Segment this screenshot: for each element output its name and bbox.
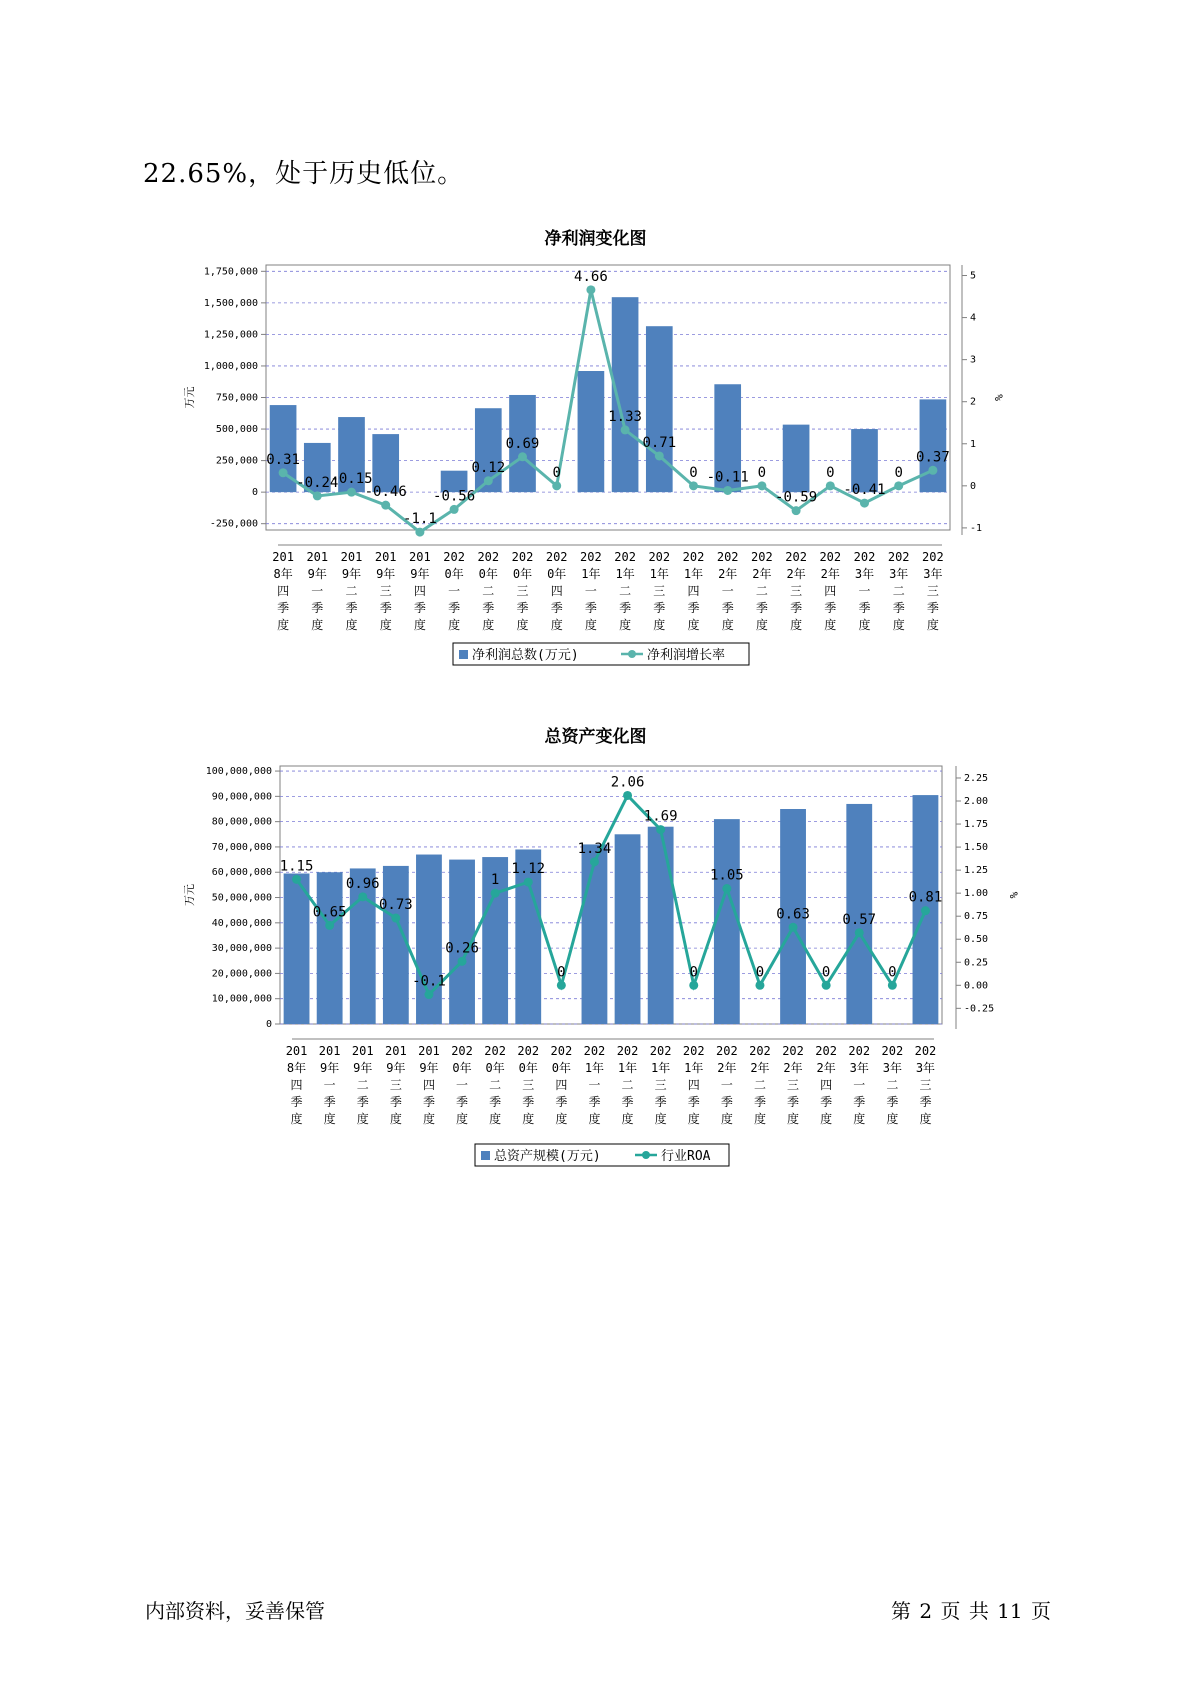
data-label: -0.15 [330,471,373,488]
line-point [822,981,831,990]
data-label: 0.81 [908,889,943,906]
x-tick-label: 201 9年四季度 [418,1044,440,1126]
data-label: 4.66 [574,268,608,285]
x-tick-label: 202 1年一季度 [583,1044,606,1126]
line-point [391,914,400,923]
bar [615,834,641,1024]
y-tick-label: 50,000,000 [211,892,272,904]
x-tick-label: 202 1年四季度 [682,550,705,632]
line-point [928,466,937,475]
x-tick-label: 202 0年二季度 [484,1044,506,1126]
bar [284,874,310,1025]
legend-line-marker [628,650,636,658]
legend-bar-swatch [481,1151,490,1160]
y-tick-label: 40,000,000 [211,917,272,929]
y2-tick-label: 1.75 [964,819,989,831]
data-label: 0.73 [378,897,413,914]
y2-axis-title: % [992,394,1005,401]
line-point [347,488,356,497]
line-point [358,892,367,901]
y2-tick-label: 1 [970,438,977,450]
data-label: -0.11 [706,469,749,486]
x-tick-label: 202 0年三季度 [517,1044,540,1126]
data-label: -0.59 [775,489,818,506]
y2-tick-label: 4 [970,312,977,324]
chart-1-title: 净利润变化图 [544,229,647,249]
y-tick-label: 20,000,000 [211,968,272,980]
bar [783,425,810,493]
line-point [792,506,801,515]
x-tick-label: 201 9年三季度 [385,1044,407,1126]
data-label: 0.31 [266,451,300,468]
plot-area [280,766,942,1024]
y2-tick-label: 2.00 [964,796,989,808]
bar [317,872,343,1024]
y-tick-label: 1,000,000 [203,360,258,372]
data-label: 1.34 [577,840,612,857]
data-label: -0.1 [412,973,446,990]
legend-bar-swatch [459,650,468,659]
footer-note: 内部资料，妥善保管 [145,1599,325,1623]
x-tick-label: 202 3年三季度 [914,1044,937,1126]
y2-tick-label: -0.25 [964,1003,995,1015]
data-label: -0.56 [433,488,476,505]
data-label: 0.12 [471,459,506,476]
data-label: 0.63 [776,906,810,923]
x-tick-label: 202 0年四季度 [550,1044,573,1126]
line-point [722,884,731,893]
bar [646,326,673,492]
x-tick-label: 202 2年二季度 [751,550,773,632]
y-tick-label: 0 [251,487,258,499]
x-tick-label: 201 9年一季度 [306,550,329,632]
data-label: 0.26 [445,940,479,957]
x-tick-label: 201 9年二季度 [351,1044,374,1126]
y2-tick-label: 0.25 [964,957,989,969]
bar [714,819,740,1024]
line-point [621,425,630,434]
y2-tick-label: 5 [970,270,977,282]
data-label: 0.96 [345,875,380,892]
x-tick-label: 202 1年一季度 [580,550,602,632]
data-label: 0 [888,964,897,981]
net-profit-chart [0,255,1191,675]
line-point [313,491,322,500]
x-tick-label: 202 2年三季度 [785,550,807,632]
data-label: -0.46 [364,484,407,501]
x-tick-label: 201 9年三季度 [374,550,397,632]
line-point [888,981,897,990]
data-label: 1 [490,872,500,889]
x-tick-label: 202 2年四季度 [819,550,842,632]
y-tick-label: 70,000,000 [211,841,272,853]
y2-tick-label: 0 [970,480,977,492]
x-tick-label: 202 0年四季度 [545,550,568,632]
line-point [381,501,390,510]
y-tick-label: 0 [265,1019,272,1030]
chart-2-title: 总资产变化图 [544,727,647,747]
data-label: 0.57 [842,911,877,928]
data-label: 1.05 [709,867,744,884]
data-label: 0 [826,464,835,481]
y-tick-label: 10,000,000 [211,993,272,1005]
legend-line-label: 行业ROA [661,1149,711,1164]
line-point [656,825,665,834]
x-tick-label: 201 9年二季度 [340,550,363,632]
x-tick-label: 202 0年二季度 [477,550,500,632]
y-tick-label: 80,000,000 [211,816,272,828]
data-label: 0 [821,964,831,981]
line-point [484,476,493,485]
x-tick-label: 202 3年一季度 [853,550,876,632]
y-tick-label: 90,000,000 [211,791,272,803]
data-label: -1.1 [403,511,437,528]
x-tick-label: 202 1年三季度 [649,1044,672,1126]
data-label: 0 [552,464,561,481]
x-tick-label: 201 9年一季度 [318,1044,341,1126]
line-point [894,481,903,490]
line-point [860,499,869,508]
y-tick-label: 1,250,000 [203,329,258,341]
line-point [552,481,561,490]
y2-tick-label: 0.00 [964,980,989,992]
y-axis-title: 万元 [183,884,196,906]
line-point [450,505,459,514]
data-label: 0.71 [642,434,677,451]
y2-tick-label: 0.50 [964,934,989,946]
legend-bar-label: 总资产规模(万元) [494,1149,601,1164]
x-tick-label: 202 0年一季度 [443,550,465,632]
x-tick-label: 202 2年二季度 [749,1044,771,1126]
data-label: 0 [894,464,903,481]
bar [383,866,409,1024]
bar [920,399,947,492]
x-tick-label: 201 8年四季度 [272,550,294,632]
y2-tick-label: 1.50 [964,842,989,854]
bar [582,844,608,1024]
line-point [757,481,766,490]
y2-tick-label: 1.25 [964,865,989,877]
x-tick-label: 202 2年一季度 [716,1044,738,1126]
y2-tick-label: -1 [970,522,983,534]
x-tick-label: 202 2年三季度 [782,1044,804,1126]
data-label: 1.12 [511,861,546,878]
data-label: -0.24 [296,474,339,491]
x-tick-label: 202 1年二季度 [614,550,636,632]
y-tick-label: -250,000 [209,518,258,530]
data-label: 0 [557,964,566,981]
x-tick-label: 202 3年二季度 [881,1044,904,1126]
data-label: 1.33 [608,408,642,425]
x-tick-label: 202 1年三季度 [648,550,671,632]
y2-tick-label: 0.75 [964,911,989,923]
line-point [458,957,467,966]
line-point [524,878,533,887]
line-point [292,875,301,884]
y2-tick-label: 3 [970,354,977,366]
x-tick-label: 202 1年二季度 [616,1044,639,1126]
x-tick-label: 202 2年一季度 [716,550,739,632]
x-tick-label: 202 3年三季度 [922,550,944,632]
x-tick-label: 202 3年二季度 [887,550,910,632]
data-label: 0 [755,964,765,981]
data-label: 0 [757,464,767,481]
line-point [789,923,798,932]
line-point [491,889,500,898]
line-point [424,990,433,999]
y-tick-label: 100,000,000 [205,766,272,778]
legend-line-label: 净利润增长率 [647,648,726,663]
page-number: 第 2 页 共 11 页 [891,1599,1051,1623]
y2-axis-title: % [1007,891,1020,899]
x-tick-label: 202 2年四季度 [815,1044,837,1126]
line-point [921,906,930,915]
line-point [415,528,424,537]
x-tick-label: 202 0年一季度 [451,1044,473,1126]
line-point [655,451,664,460]
y-tick-label: 1,750,000 [203,266,258,278]
x-tick-label: 202 3年一季度 [848,1044,871,1126]
y-axis-title: 万元 [183,386,196,409]
y-tick-label: 500,000 [215,424,258,436]
legend-line-marker [642,1151,650,1159]
line-point [590,857,599,866]
data-label: 1.69 [643,808,678,825]
y-tick-label: 250,000 [215,455,258,467]
line-point [623,791,632,800]
y-tick-label: 1,500,000 [203,297,258,309]
line-point [826,481,835,490]
data-label: 0 [689,964,698,981]
line-point [689,981,698,990]
data-label: 2.06 [610,774,645,791]
total-assets-chart [0,756,1191,1176]
line-point [279,468,288,477]
data-label: 0 [689,464,698,481]
line-point [723,486,732,495]
y2-tick-label: 2.25 [964,772,989,784]
data-label: 1.15 [279,858,314,875]
x-tick-label: 201 8年四季度 [285,1044,308,1126]
line-point [518,452,527,461]
y-tick-label: 60,000,000 [211,867,272,879]
data-label: -0.41 [843,482,886,499]
x-tick-label: 201 9年四季度 [409,550,431,632]
line-point [755,981,764,990]
data-label: 0.65 [312,904,347,921]
bar [578,371,605,492]
x-tick-label: 202 1年四季度 [682,1044,705,1126]
x-tick-label: 202 0年三季度 [511,550,534,632]
line-point [586,285,595,294]
intro-text: 22.65%，处于历史低位。 [143,159,465,189]
data-label: 0.69 [505,435,540,452]
line-point [557,981,566,990]
y2-tick-label: 2 [970,396,977,408]
data-label: 0.37 [916,449,950,466]
y2-tick-label: 1.00 [964,888,989,900]
bar [648,827,674,1024]
y-tick-label: 750,000 [215,392,258,404]
line-point [855,928,864,937]
legend-bar-label: 净利润总数(万元) [472,648,579,663]
y-tick-label: 30,000,000 [211,943,272,955]
line-point [689,481,698,490]
line-point [325,921,334,930]
